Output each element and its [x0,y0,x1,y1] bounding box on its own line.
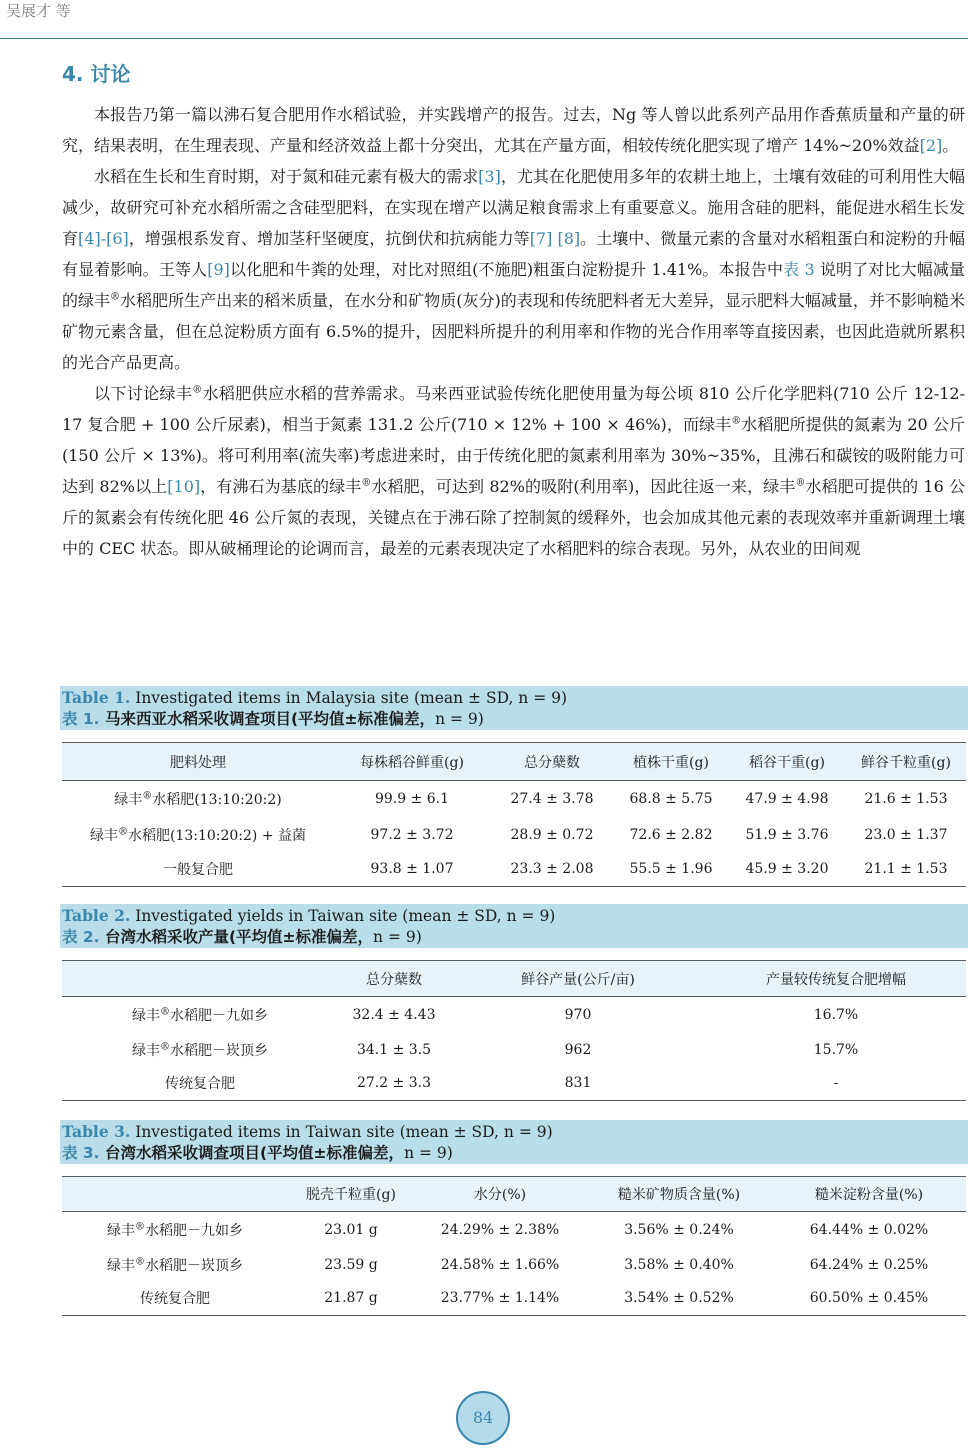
column-header: 糙米矿物质含量(%) [586,1177,772,1212]
table-cell: 21.1 ± 1.53 [846,852,966,887]
column-header: 脱壳千粒重(g) [288,1177,414,1212]
running-author: 吴展才 等 [6,2,71,20]
table-cell: 24.29% ± 2.38% [440,1221,560,1238]
table-cell: 23.59 g [324,1256,378,1273]
table-cell: 51.9 ± 3.76 [745,826,829,843]
table-cell: - [706,1067,966,1101]
row-label: 传统复合肥 [62,1282,288,1316]
citation-link[interactable]: [3] [478,167,501,186]
column-header: 稻谷干重(g) [728,743,846,781]
table-cell: 23.0 ± 1.37 [864,826,948,843]
registered-mark: ® [731,415,742,427]
row-label: 绿丰®水稻肥－崁顶乡 [107,1255,243,1274]
table-2 [62,960,966,1101]
table-row [62,1248,966,1282]
table-row [62,852,966,887]
table-cell: 23.3 ± 2.08 [490,852,614,887]
column-header: 总分蘖数 [338,961,450,997]
table-3-caption: Table 3. Investigated items in Taiwan site (mean ± SD, n = 9) 表 3. 台湾水稻采收调查项目(平均值±标准偏差，n = 9) [60,1120,968,1164]
column-header: 产量较传统复合肥增幅 [706,961,966,997]
table-cell: 970 [564,1006,592,1023]
table-cell: 16.7% [813,1006,859,1023]
table-cell: 93.8 ± 1.07 [334,852,490,887]
table-cell: 831 [450,1067,706,1101]
table-cell: 21.87 g [288,1282,414,1316]
table-row [62,997,966,1033]
table-row [62,1033,966,1067]
section-title: 4. 讨论 [62,62,131,86]
table-header-row [62,961,966,997]
table-1 [62,742,966,887]
row-label: 绿丰®水稻肥－九如乡 [132,1006,268,1024]
table-cell: 28.9 ± 0.72 [510,826,594,843]
citation-link[interactable]: [9] [207,260,230,279]
table-row [62,1067,966,1101]
table-row [62,818,966,852]
body-text [62,99,965,564]
table-cell: 23.77% ± 1.14% [414,1282,586,1316]
citation-link[interactable]: [4]-[6] [78,229,129,248]
table-cell: 68.8 ± 5.75 [629,791,713,808]
table-cell: 32.4 ± 4.43 [352,1006,436,1023]
table-cell: 15.7% [813,1041,859,1058]
table-cell: 47.9 ± 4.98 [745,791,829,808]
table-cell: 97.2 ± 3.72 [370,826,454,843]
table-cell: 99.9 ± 6.1 [374,791,450,808]
table-cell: 64.24% ± 0.25% [809,1256,929,1273]
column-header: 肥料处理 [62,743,334,781]
column-header: 植株干重(g) [614,743,728,781]
column-header: 总分蘖数 [490,743,614,781]
table-cell: 45.9 ± 3.20 [728,852,846,887]
table-row [62,1282,966,1316]
table-cell: 72.6 ± 2.82 [629,826,713,843]
row-label: 绿丰®水稻肥－九如乡 [107,1221,243,1239]
citation-link[interactable]: [7] [8] [529,229,581,248]
column-header [62,1177,288,1212]
table-row [62,1212,966,1248]
table-cell: 3.56% ± 0.24% [624,1221,734,1238]
table-cell: 60.50% ± 0.45% [772,1282,966,1316]
table-2-caption: Table 2. Investigated yields in Taiwan site (mean ± SD, n = 9) 表 2. 台湾水稻采收产量(平均值±标准偏差，n = 9) [60,904,968,948]
table-cell: 962 [564,1041,592,1058]
table-header-row [62,743,966,781]
row-label: 传统复合肥 [62,1067,338,1101]
column-header: 鲜谷产量(公斤/亩) [450,961,706,997]
table-cell: 3.58% ± 0.40% [624,1256,734,1273]
paragraph-1: 本报告乃第一篇以沸石复合肥用作水稻试验，并实践增产的报告。过去，Ng 等人曾以此系列产品用作香蕉质量和产量的研究，结果表明，在生理表现、产量和经济效益上都十分突出，尤其在产量方面，相较传统化肥实现了增产 14%~20%效益[2]。 [62,105,965,155]
table-cell: 3.54% ± 0.52% [586,1282,772,1316]
table-cell: 55.5 ± 1.96 [614,852,728,887]
table-cell: 24.58% ± 1.66% [440,1256,560,1273]
registered-mark: ® [192,384,203,396]
page-header [0,0,968,39]
row-label: 绿丰®水稻肥(13:10:20:2) + 益菌 [89,825,307,844]
registered-mark: ® [795,477,806,489]
row-label: 绿丰®水稻肥－崁顶乡 [132,1040,268,1059]
column-header: 鲜谷千粒重(g) [846,743,966,781]
table-cell: 23.01 g [324,1221,378,1238]
row-label: 绿丰®水稻肥(13:10:20:2) [114,790,282,809]
table-reference-link[interactable]: 表 3 [783,260,815,279]
column-header: 每株稻谷鲜重(g) [334,743,490,781]
citation-link[interactable]: [2] [919,136,943,155]
table-3 [62,1176,966,1316]
table-cell: 27.2 ± 3.3 [338,1067,450,1101]
column-header [62,961,338,997]
table-cell: 34.1 ± 3.5 [356,1041,432,1058]
table-cell: 21.6 ± 1.53 [864,791,948,808]
table-header-row [62,1177,966,1212]
table-1-caption: Table 1. Investigated items in Malaysia site (mean ± SD, n = 9) 表 1. 马来西亚水稻采收调查项目(平均值±标准偏差，n = 9) [60,686,968,730]
table-row [62,781,966,818]
paragraph-2: 水稻在生长和生育时期，对于氮和硅元素有极大的需求[3]，尤其在化肥使用多年的农耕土地上，土壤有效硅的可利用性大幅减少，故研究可补充水稻所需之含硅型肥料，在实现在增产以满足粮食需求上有重要意义。施用含硅的肥料，能促进水稻生长发育[4]-[6]，增强根系发育、增加茎秆坚硬度，抗倒伏和抗病能力等[7] [8]。土壤中、微量元素的含量对水稻粗蛋白和淀粉的升幅有显着影响。王等人[9]以化肥和牛粪的处理，对比对照组(不施肥)粗蛋白淀粉提升 1.41%。本报告中表 3 说明了对比大幅减量的绿丰®水稻肥所生产出来的稻米质量，在水分和矿物质(灰分)的表现和传统肥料者无大差异，显示肥料大幅减量，并不影响糙米矿物元素含量，但在总淀粉质方面有 6.5%的提升，因肥料所提升的利用率和作物的光合作用率等直接因素，也因此造就所累积的光合产品更高。 [62,167,965,372]
row-label: 一般复合肥 [62,852,334,887]
registered-mark: ® [361,477,372,489]
registered-mark: ® [110,291,121,303]
column-header: 糙米淀粉含量(%) [772,1177,966,1212]
paragraph-3: 以下讨论绿丰®水稻肥供应水稻的营养需求。马来西亚试验传统化肥使用量为每公顷 810 公斤化学肥料(710 公斤 12-12-17 复合肥 + 100 公斤尿素)，相当于氮素 131.2 公斤(710 × 12% + 100 × 46%)，而绿丰®水稻肥所提供的氮素为 20 公斤(150 公斤 × 13%)。将可利用率(流失率)考虑进来时，由于传统化肥的氮素利用率为 30%~35%，且沸石和碳铵的吸附能力可达到 82%以上[10]，有沸石为基底的绿丰®水稻肥，可达到 82%的吸附(利用率)，因此往返一来，绿丰®水稻肥可提供的 16 公斤的氮素会有传统化肥 46 公斤氮的表现，关键点在于沸石除了控制氮的缓释外，也会加成其他元素的表现效率并重新调理土壤中的 CEC 状态。即从破桶理论的论调而言，最差的元素表现决定了水稻肥料的综合表现。另外，从农业的田间观 [62,384,965,558]
page-number-badge: 84 [456,1391,510,1445]
citation-link[interactable]: [10] [167,477,201,496]
column-header: 水分(%) [414,1177,586,1212]
table-cell: 27.4 ± 3.78 [510,791,594,808]
table-cell: 64.44% ± 0.02% [809,1221,929,1238]
